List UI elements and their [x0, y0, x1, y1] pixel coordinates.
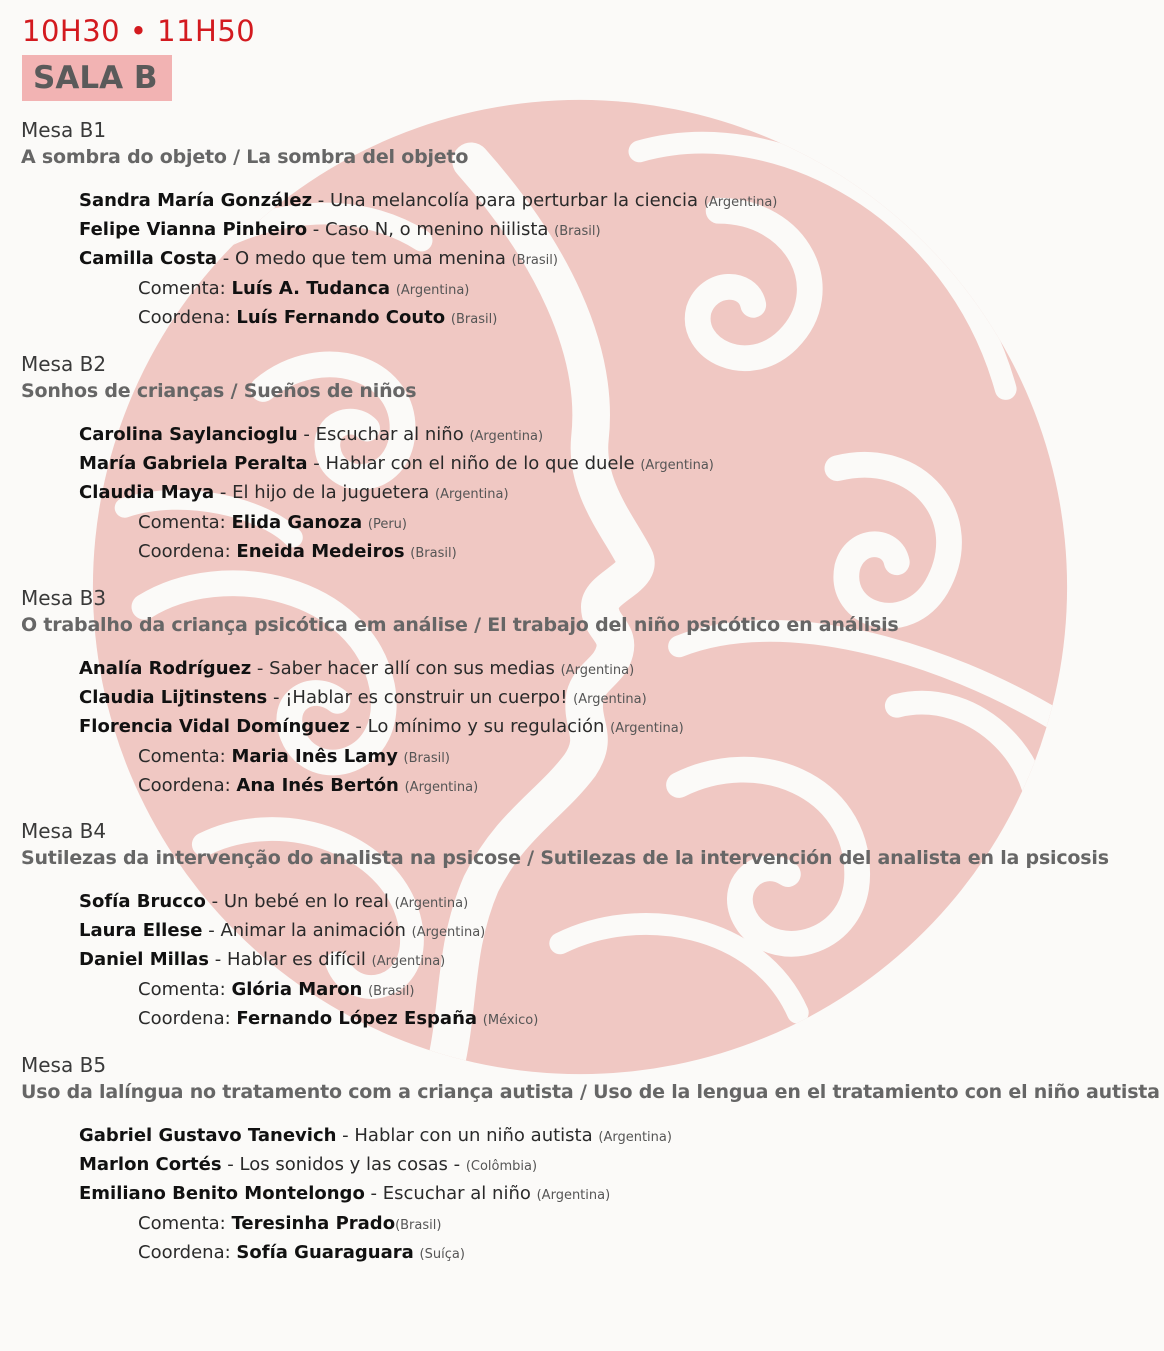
coordena-name: Sofía Guaraguara	[236, 1242, 414, 1263]
talk-title: El hijo de la juguetera	[232, 482, 430, 503]
talk-title: ¡Hablar es construir un cuerpo!	[285, 687, 568, 708]
speaker-country: (Brasil)	[554, 224, 601, 239]
comenta-row	[138, 979, 414, 1000]
coordena-row	[138, 1008, 538, 1029]
comenta-country: (Peru)	[367, 517, 407, 532]
coordena-label: Coordena:	[138, 541, 231, 562]
talk-title: Un bebé en lo real	[223, 891, 389, 912]
coordena-label: Coordena:	[138, 1242, 231, 1263]
talk-row: Marlon Cortés - Los sonidos y las cosas - (Colômbia)	[79, 1154, 538, 1175]
talk-row: Emiliano Benito Montelongo - Escuchar al niño (Argentina)	[79, 1183, 611, 1204]
talk-title: O medo que tem uma menina	[235, 248, 506, 269]
speaker-name: Claudia Maya	[79, 482, 215, 503]
coordena-country: (Argentina)	[404, 780, 479, 795]
mesa-title: Uso da lalíngua no tratamento com a criança autista / Uso de la lengua en el tratamiento con el niño autista	[21, 1081, 1160, 1103]
talk-row: María Gabriela Peralta - Hablar con el niño de lo que duele (Argentina)	[79, 453, 714, 474]
coordena-label: Coordena:	[138, 1008, 231, 1029]
speaker-country: (Argentina)	[411, 925, 486, 940]
coordena-name: Fernando López España	[236, 1008, 478, 1029]
coordena-row	[138, 775, 478, 796]
coordena-country: (Suíça)	[419, 1247, 465, 1262]
speaker-name: Camilla Costa	[79, 248, 218, 269]
talk-row: Florencia Vidal Domínguez - Lo mínimo y su regulación (Argentina)	[79, 716, 684, 737]
comenta-name: Glória Maron	[231, 979, 363, 1000]
speaker-country: (Argentina)	[610, 721, 684, 736]
talk-title: Saber hacer allí con sus medias	[269, 658, 555, 679]
speaker-name: María Gabriela Peralta	[79, 453, 308, 474]
talk-row: Claudia Maya - El hijo de la juguetera (Argentina)	[79, 482, 509, 503]
speaker-name: Daniel Millas	[79, 949, 209, 970]
speaker-name: Sandra María González	[79, 190, 313, 211]
speaker-country: (Argentina)	[394, 896, 469, 911]
mesa-label: Mesa B4	[21, 819, 107, 843]
talk-row: Analía Rodríguez - Saber hacer allí con sus medias (Argentina)	[79, 658, 635, 679]
speaker-country: (Colômbia)	[465, 1159, 538, 1174]
mesa-label: Mesa B5	[21, 1053, 107, 1077]
coordena-name: Ana Inés Bertón	[236, 775, 399, 796]
speaker-country: (Brasil)	[511, 253, 558, 268]
speaker-name: Carolina Saylancioglu	[79, 424, 298, 445]
talk-title: Hablar con un niño autista	[354, 1125, 593, 1146]
comenta-row	[138, 278, 469, 299]
speaker-name: Felipe Vianna Pinheiro	[79, 219, 308, 240]
speaker-name: Gabriel Gustavo Tanevich	[79, 1125, 337, 1146]
comenta-name: Maria Inês Lamy	[231, 746, 398, 767]
comenta-row	[138, 512, 407, 533]
coordena-row	[138, 307, 497, 328]
speaker-country: (Argentina)	[573, 692, 647, 707]
speaker-name: Laura Ellese	[79, 920, 203, 941]
comenta-label: Comenta:	[138, 278, 226, 299]
talk-row: Camilla Costa - O medo que tem uma menina (Brasil)	[79, 248, 558, 269]
comenta-row	[138, 1213, 441, 1234]
talk-row: Sandra María González - Una melancolía para perturbar la ciencia (Argentina)	[79, 190, 778, 211]
talk-title: Hablar con el niño de lo que duele	[325, 453, 635, 474]
talk-row: Gabriel Gustavo Tanevich - Hablar con un niño autista (Argentina)	[79, 1125, 672, 1146]
talk-row: Laura Ellese - Animar la animación (Argentina)	[79, 920, 486, 941]
comenta-name: Luís A. Tudanca	[231, 278, 391, 299]
talk-row: Sofía Brucco - Un bebé en lo real (Argentina)	[79, 891, 469, 912]
coordena-label: Coordena:	[138, 775, 231, 796]
comenta-row	[138, 746, 450, 767]
speaker-name: Florencia Vidal Domínguez	[79, 716, 350, 737]
speaker-name: Emiliano Benito Montelongo	[79, 1183, 365, 1204]
comenta-label: Comenta:	[138, 979, 226, 1000]
talk-title: Lo mínimo y su regulación	[367, 716, 605, 737]
talk-title: Hablar es difícil	[226, 949, 366, 970]
mesa-label: Mesa B1	[21, 118, 107, 142]
coordena-name: Luís Fernando Couto	[236, 307, 446, 328]
talk-title: Los sonidos y las cosas -	[239, 1154, 461, 1175]
speaker-name: Sofía Brucco	[79, 891, 206, 912]
session-time: 10H30 • 11H50	[22, 14, 256, 48]
coordena-label: Coordena:	[138, 307, 231, 328]
talk-title: Escuchar al niño	[315, 424, 464, 445]
talk-row: Felipe Vianna Pinheiro - Caso N, o menino niilista (Brasil)	[79, 219, 601, 240]
speaker-name: Analía Rodríguez	[79, 658, 252, 679]
speaker-country: (Argentina)	[536, 1188, 611, 1203]
comenta-label: Comenta:	[138, 746, 226, 767]
speaker-country: (Argentina)	[435, 487, 509, 502]
mesa-title: A sombra do objeto / La sombra del objeto	[21, 146, 469, 168]
comenta-label: Comenta:	[138, 1213, 226, 1234]
coordena-row	[138, 1242, 465, 1263]
mesa-title: Sutilezas da intervenção do analista na psicose / Sutilezas de la intervención del analista en la psicosis	[21, 847, 1109, 869]
speaker-name: Claudia Lijtinstens	[79, 687, 268, 708]
comenta-name: Teresinha Prado	[231, 1213, 396, 1234]
coordena-country: (México)	[482, 1013, 539, 1028]
speaker-country: (Argentina)	[469, 429, 544, 444]
coordena-country: (Brasil)	[410, 546, 457, 561]
comenta-country: (Brasil)	[403, 751, 450, 766]
talk-title: Animar la animación	[220, 920, 406, 941]
talk-row: Claudia Lijtinstens - ¡Hablar es construir un cuerpo! (Argentina)	[79, 687, 647, 708]
mesa-label: Mesa B3	[21, 586, 107, 610]
talk-row: Carolina Saylancioglu - Escuchar al niño (Argentina)	[79, 424, 544, 445]
speaker-country: (Argentina)	[560, 663, 635, 678]
speaker-country: (Argentina)	[371, 954, 446, 969]
talk-title: Una melancolía para perturbar la ciencia	[330, 190, 699, 211]
coordena-row	[138, 541, 457, 562]
room-badge: SALA B	[22, 55, 172, 101]
talk-title: Caso N, o menino niilista	[325, 219, 549, 240]
talk-title: Escuchar al niño	[382, 1183, 531, 1204]
mesa-title: O trabalho da criança psicótica em análise / El trabajo del niño psicótico en análisis	[21, 614, 899, 636]
comenta-country: (Brasil)	[395, 1218, 442, 1233]
coordena-country: (Brasil)	[450, 312, 498, 327]
speaker-country: (Argentina)	[703, 195, 778, 210]
mesa-title: Sonhos de crianças / Sueños de niños	[21, 380, 417, 402]
speaker-country: (Argentina)	[598, 1130, 672, 1145]
comenta-name: Elida Ganoza	[231, 512, 363, 533]
speaker-country: (Argentina)	[640, 458, 714, 473]
coordena-name: Eneida Medeiros	[236, 541, 405, 562]
talk-row: Daniel Millas - Hablar es difícil (Argentina)	[79, 949, 446, 970]
comenta-country: (Brasil)	[368, 984, 415, 999]
speaker-name: Marlon Cortés	[79, 1154, 222, 1175]
comenta-country: (Argentina)	[395, 283, 470, 298]
comenta-label: Comenta:	[138, 512, 226, 533]
mesa-label: Mesa B2	[21, 352, 107, 376]
